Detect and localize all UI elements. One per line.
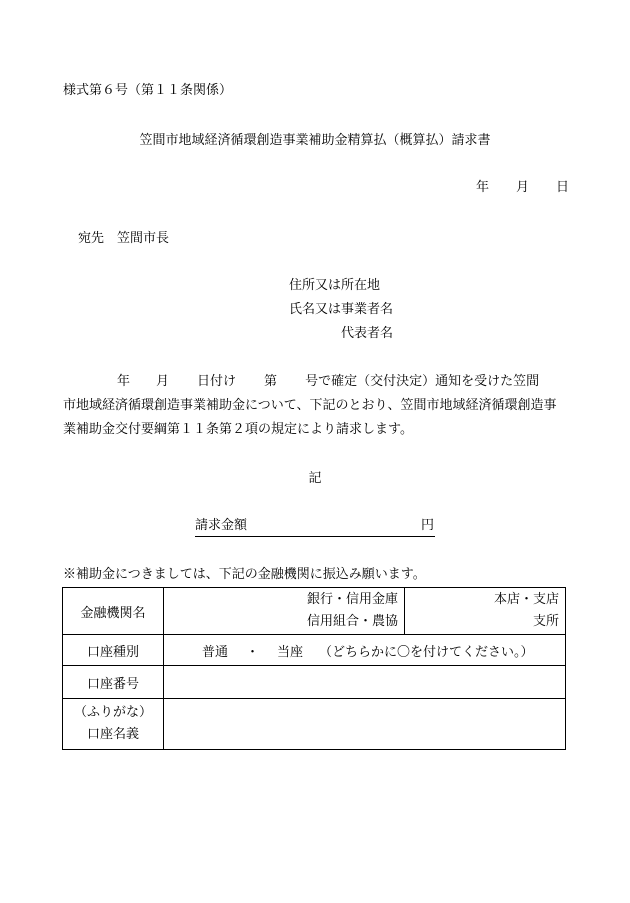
- request-amount-label: 請求金額: [195, 518, 248, 533]
- branch-types-line-2: 支所: [532, 614, 559, 629]
- table-row: [63, 666, 566, 699]
- table-row: [63, 588, 566, 635]
- request-paragraph: [63, 374, 568, 446]
- body-number-prefix: 第: [264, 374, 278, 389]
- address-label: 住所又は所在地: [289, 278, 381, 293]
- yen-unit: 円: [420, 518, 434, 533]
- addressee: 宛先 笠間市長: [78, 231, 170, 246]
- body-line1-rest: 号で確定（交付決定）通知を受けた笠間: [305, 374, 540, 389]
- account-holder-label: 口座名義: [86, 727, 139, 742]
- account-type-label: 口座種別: [63, 635, 164, 666]
- branch-types-cell[interactable]: [405, 588, 566, 635]
- body-month: 月: [156, 374, 170, 389]
- request-amount-line: [195, 518, 435, 537]
- date-month: 月: [516, 180, 530, 195]
- paragraph-line-1: [63, 374, 568, 398]
- holder-label-cell: [63, 699, 164, 750]
- body-date-suffix: 日付け: [197, 374, 237, 389]
- account-type-separator: ・: [246, 644, 260, 660]
- date-day: 日: [556, 180, 570, 195]
- document-title: 笠間市地域経済循環創造事業補助金精算払（概算払）請求書: [139, 133, 491, 148]
- body-year: 年: [117, 374, 131, 389]
- form-number: 様式第６号（第１１条関係）: [63, 83, 233, 98]
- table-row: [63, 635, 566, 666]
- account-number-field[interactable]: [164, 666, 566, 699]
- bank-types-line-2: 信用組合・農協: [306, 614, 398, 629]
- bank-types-line-1: 銀行・信用金庫: [306, 592, 398, 607]
- account-type-note: （どちらかに〇を付けてください。）: [319, 644, 534, 660]
- ki-heading: 記: [308, 471, 322, 486]
- institution-label: 金融機関名: [63, 588, 164, 635]
- date-year: 年: [476, 180, 490, 195]
- date-line: [476, 180, 569, 196]
- representative-label: 代表者名: [341, 326, 394, 341]
- applicant-name-label: 氏名又は事業者名: [289, 302, 394, 317]
- bank-transfer-note: ※補助金につきましては、下記の金融機関に振込み願います。: [63, 567, 426, 582]
- account-type-current[interactable]: 当座: [277, 644, 304, 660]
- account-type-cell[interactable]: [164, 635, 566, 666]
- bank-account-table: [62, 587, 566, 750]
- paragraph-line-2: 市地域経済循環創造事業補助金について、下記のとおり、笠間市地域経済循環創造事: [63, 398, 557, 413]
- kana-label: （ふりがな）: [73, 705, 152, 720]
- branch-types-line-1: 本店・支店: [493, 592, 559, 607]
- account-type-ordinary[interactable]: 普通: [202, 644, 229, 660]
- bank-types-cell[interactable]: [164, 588, 405, 635]
- table-row: [63, 699, 566, 750]
- paragraph-line-3: 業補助金交付要綱第１１条第２項の規定により請求します。: [63, 422, 413, 437]
- account-holder-field[interactable]: [164, 699, 566, 750]
- account-number-label: 口座番号: [63, 666, 164, 699]
